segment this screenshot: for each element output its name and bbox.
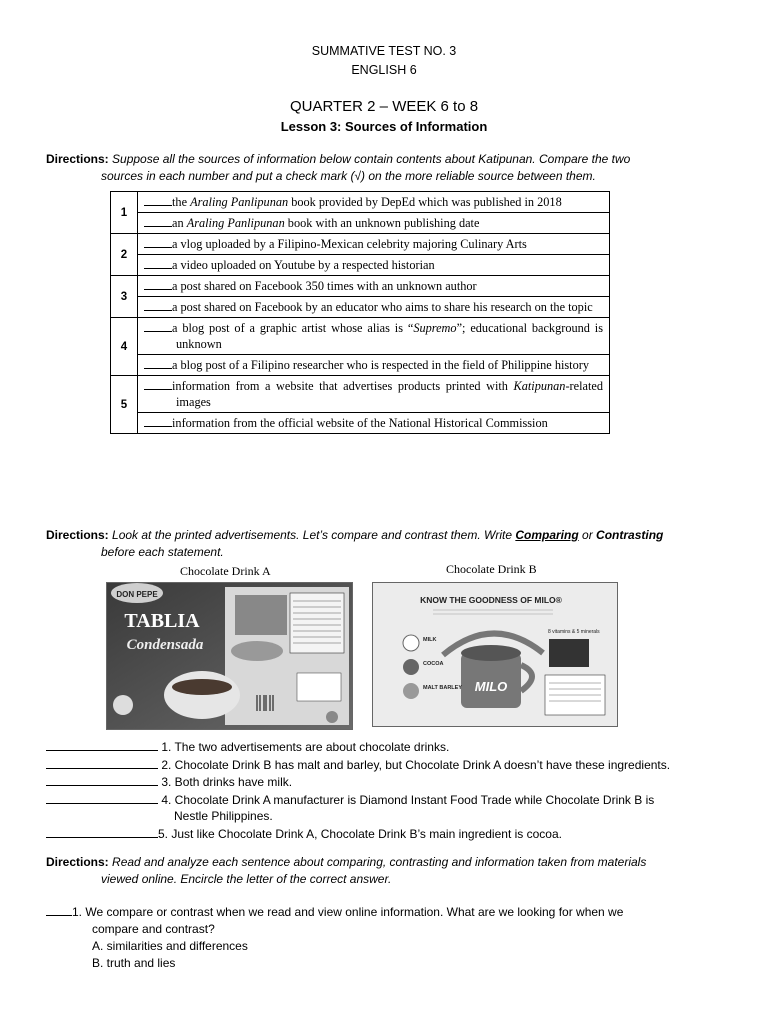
source-text: ”; educational background is unknown	[176, 321, 603, 351]
ad-a-caption: Chocolate Drink A	[180, 564, 271, 578]
directions-label: Directions:	[46, 855, 109, 869]
source-text: a blog post of a graphic artist whose alias is “	[172, 321, 414, 335]
statement-item	[46, 738, 736, 756]
directions-text: before each statement.	[101, 545, 224, 559]
answer-blank[interactable]	[46, 738, 158, 751]
choice-b[interactable]: B. truth and lies	[92, 956, 176, 970]
statement-text: 3. Both drinks have milk.	[161, 775, 293, 789]
statement-text: 1. The two advertisements are about chocolate drinks.	[161, 740, 450, 754]
check-blank[interactable]	[144, 358, 172, 369]
source-option	[138, 192, 610, 213]
ad-b-headline: KNOW THE GOODNESS OF MILO®	[420, 595, 562, 605]
source-option	[138, 355, 610, 376]
source-row	[111, 213, 610, 234]
item-number: 4	[111, 318, 138, 376]
question-text: compare and contrast?	[92, 922, 215, 936]
source-text: an	[172, 216, 187, 230]
directions-1	[46, 151, 726, 185]
source-row	[111, 192, 610, 213]
ad-b-malt: MALT BARLEY	[423, 685, 463, 691]
source-text: information from a website that advertises products printed with	[172, 379, 514, 393]
source-row	[111, 234, 610, 255]
statement-item	[46, 791, 736, 809]
directions-text: Suppose all the sources of information below contain contents about Katipunan. Compare the two	[112, 152, 631, 166]
ad-b-vitamins: 8 vitamins & 5 minerals	[548, 629, 600, 635]
check-blank[interactable]	[144, 258, 172, 269]
source-option	[138, 297, 610, 318]
answer-blank[interactable]	[46, 825, 158, 838]
ad-b-cocoa: COCOA	[423, 661, 444, 667]
lesson-title: Lesson 3: Sources of Information	[280, 119, 488, 134]
source-emphasis: Araling Panlipunan	[190, 195, 289, 209]
quarter-title: QUARTER 2 – WEEK 6 to 8	[289, 98, 479, 115]
ad-a-sub: Condensada	[126, 637, 204, 653]
directions-text: Read and analyze each sentence about comparing, contrasting and information taken from materials	[112, 855, 647, 869]
statement-text: 4. Chocolate Drink A manufacturer is Diamond Instant Food Trade while Chocolate Drink B is	[161, 792, 655, 807]
check-blank[interactable]	[144, 300, 172, 311]
keyword-contrasting: Contrasting	[596, 528, 664, 542]
source-text: book with an unknown publishing date	[284, 216, 480, 230]
source-text: a video uploaded on Youtube by a respected historian	[172, 258, 435, 272]
check-blank[interactable]	[144, 279, 172, 290]
source-text: book provided by DepEd which was published in 2018	[288, 195, 562, 209]
question-1	[46, 903, 736, 972]
answer-blank[interactable]	[46, 756, 158, 769]
statement-item	[46, 773, 736, 791]
source-text: a post shared on Facebook by an educator who aims to share his research on the topic	[172, 300, 593, 314]
item-number: 1	[111, 192, 138, 234]
answer-blank[interactable]	[46, 773, 158, 786]
directions-text: sources in each number and put a check mark (√) on the more reliable source between them.	[101, 169, 596, 183]
keyword-comparing: Comparing	[515, 528, 579, 542]
item-number: 2	[111, 234, 138, 276]
source-option	[138, 376, 610, 413]
ad-b-caption: Chocolate Drink B	[446, 562, 537, 576]
item-number: 5	[111, 376, 138, 434]
check-blank[interactable]	[144, 216, 172, 227]
source-option	[138, 413, 610, 434]
source-text: a blog post of a Filipino researcher who is respected in the field of Philippine history	[172, 358, 589, 372]
directions-3	[46, 854, 726, 888]
source-text: the	[172, 195, 191, 209]
source-text: a post shared on Facebook 350 times with an unknown author	[172, 279, 477, 293]
source-row	[111, 255, 610, 276]
source-row	[111, 376, 610, 413]
ad-a-brand: DON PEPE	[116, 590, 158, 599]
statement-text: 5. Just like Chocolate Drink A, Chocolate Drink B’s main ingredient is cocoa.	[158, 826, 562, 841]
ad-b-brand: MILO	[474, 679, 508, 694]
source-row	[111, 297, 610, 318]
source-option	[138, 234, 610, 255]
source-row	[111, 413, 610, 434]
item-number: 3	[111, 276, 138, 318]
source-row	[111, 318, 610, 355]
statement-continuation: Nestle Philippines.	[174, 809, 273, 823]
check-blank[interactable]	[144, 237, 172, 248]
source-option	[138, 318, 610, 355]
directions-label: Directions:	[46, 152, 109, 166]
source-option	[138, 276, 610, 297]
ad-b-milk: MILK	[423, 637, 437, 643]
source-emphasis: Supremo	[413, 321, 457, 335]
source-text: -related images	[176, 379, 603, 409]
source-emphasis: Katipunan	[513, 379, 566, 393]
statement-item	[46, 825, 736, 843]
source-emphasis: Araling Panlipunan	[186, 216, 285, 230]
directions-text: or	[578, 528, 597, 542]
subject-title: ENGLISH 6	[351, 63, 417, 77]
directions-text: Look at the printed advertisements. Let’s compare and contrast them. Write	[112, 528, 516, 542]
directions-label: Directions:	[46, 528, 109, 542]
check-blank[interactable]	[144, 321, 172, 332]
statements-list	[46, 738, 736, 842]
source-row	[111, 355, 610, 376]
check-blank[interactable]	[144, 416, 172, 427]
check-blank[interactable]	[144, 379, 172, 390]
source-text: information from the official website of the National Historical Commission	[172, 416, 548, 430]
choice-a[interactable]: A. similarities and differences	[92, 939, 248, 953]
ad-b-image	[372, 582, 618, 727]
directions-2	[46, 527, 726, 561]
statement-text: 2. Chocolate Drink B has malt and barley, but Chocolate Drink A doesn’t have these ingredients.	[161, 757, 671, 772]
answer-blank[interactable]	[46, 791, 158, 804]
source-option	[138, 213, 610, 234]
test-title: SUMMATIVE TEST NO. 3	[311, 44, 457, 58]
ad-a-name: TABLIA	[124, 610, 200, 632]
check-blank[interactable]	[144, 195, 172, 206]
statement-item	[46, 756, 736, 774]
source-text: a vlog uploaded by a Filipino-Mexican celebrity majoring Culinary Arts	[172, 237, 527, 251]
sources-table	[110, 191, 610, 434]
source-option	[138, 255, 610, 276]
question-text: 1. We compare or contrast when we read and view online information. What are we looking for when we	[72, 905, 624, 919]
directions-text: viewed online. Encircle the letter of the correct answer.	[101, 872, 392, 886]
answer-blank[interactable]	[46, 903, 72, 916]
source-row	[111, 276, 610, 297]
ad-a-image	[106, 582, 353, 730]
